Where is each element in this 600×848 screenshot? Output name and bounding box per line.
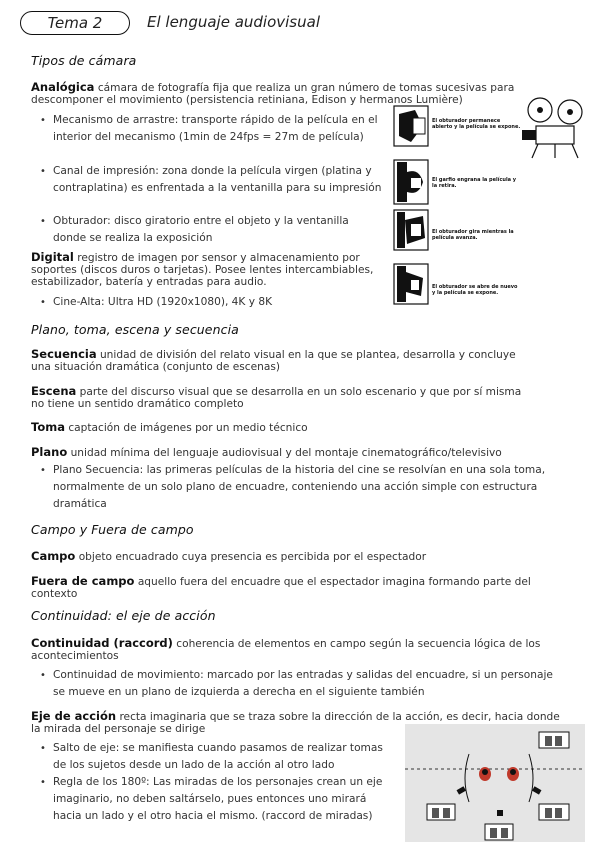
section-heading-plano: Plano, toma, escena y secuencia bbox=[31, 322, 239, 337]
toma-term: Toma bbox=[31, 420, 65, 434]
projector-illustration bbox=[518, 96, 590, 160]
analogica-paragraph bbox=[31, 81, 541, 106]
continuidad-desc: coherencia de elementos en campo según la secuencia lógica de los acontecimientos bbox=[31, 638, 541, 662]
tema-badge: Tema 2 bbox=[20, 11, 130, 35]
escena-paragraph bbox=[31, 385, 536, 410]
secuencia-paragraph bbox=[31, 348, 536, 373]
escena-term: Escena bbox=[31, 384, 77, 398]
digital-paragraph bbox=[31, 251, 387, 288]
toma-desc: captación de imágenes por un medio técnico bbox=[68, 422, 308, 434]
axis-diagram-svg bbox=[405, 724, 585, 842]
plano-desc: unidad mínima del lenguaje audiovisual y del montaje cinematográfico/televisivo bbox=[70, 447, 502, 459]
page-title: El lenguaje audiovisual bbox=[147, 13, 320, 31]
bullet-continuidad-movimiento: • Continuidad de movimiento: marcado por las entradas y salidas del encuadre, si un personaje se mueve en un plano de izquierda a derecha en el siguiente también bbox=[53, 667, 568, 701]
plano-paragraph bbox=[31, 446, 551, 459]
campo-term: Campo bbox=[31, 549, 76, 563]
shutter-frame-3 bbox=[393, 208, 429, 252]
bullet-plano-secuencia: • Plano Secuencia: las primeras películas de la historia del cine se resolvían en una sola toma, normalmente de un solo plano de encuadre, conteniendo una acción simple con estructura dramática bbox=[53, 462, 568, 513]
escena-desc: parte del discurso visual que se desarrolla en un solo escenario y que por sí misma no tiene un sentido dramático completo bbox=[31, 386, 522, 410]
axis-of-action-diagram bbox=[405, 724, 585, 842]
bullet-canal: • Canal de impresión: zona donde la película virgen (platina y contraplatina) es enfrentada a la ventanilla para su impresión bbox=[53, 163, 383, 197]
digital-desc: registro de imagen por sensor y almacenamiento por soportes (discos duros o tarjetas). Posee lentes intercambiables, estabilizador, batería y entradas para audio. bbox=[31, 252, 374, 288]
section-heading-campo: Campo y Fuera de campo bbox=[31, 522, 194, 537]
bullet-regla-180: • Regla de los 180º: Las miradas de los personajes crean un eje imaginario, no deben saltárselo, pues entonces uno mirará hacia un lado y el otro hacia el mismo. (raccord de miradas) bbox=[53, 774, 396, 825]
secuencia-desc: unidad de división del relato visual en la que se plantea, desarrolla y concluye una situación dramática (conjunto de escenas) bbox=[31, 349, 516, 373]
caption-3: El obturador gira mientras la película avanza. bbox=[432, 229, 514, 241]
shutter-frame-4 bbox=[393, 262, 429, 306]
plano-term: Plano bbox=[31, 445, 68, 459]
continuidad-term: Continuidad (raccord) bbox=[31, 636, 173, 650]
analogica-desc: cámara de fotografía fija que realiza un gran número de tomas sucesivas para descomponer el movimiento (persistencia retiniana, Edison y hermanos Lumière) bbox=[31, 82, 515, 106]
analogica-term: Analógica bbox=[31, 80, 95, 94]
section-heading-continuidad: Continuidad: el eje de acción bbox=[31, 608, 216, 623]
caption-1: El obturador permanece abierto y la película se expone. bbox=[432, 118, 521, 130]
secuencia-term: Secuencia bbox=[31, 347, 97, 361]
section-heading-tipos: Tipos de cámara bbox=[31, 53, 137, 68]
fuera-desc: aquello fuera del encuadre que el espectador imagina formando parte del contexto bbox=[31, 576, 531, 600]
fuera-paragraph bbox=[31, 575, 551, 600]
eje-desc: recta imaginaria que se traza sobre la dirección de la acción, es decir, hacia donde la mirada del personaje se dirige bbox=[31, 711, 560, 735]
bullet-salto-eje: • Salto de eje: se manifiesta cuando pasamos de realizar tomas de los sujetos desde un lado de la acción al otro lado bbox=[53, 740, 396, 774]
bullet-obturador: • Obturador: disco giratorio entre el objeto y la ventanilla donde se realiza la exposición bbox=[53, 213, 383, 247]
shutter-frame-2 bbox=[393, 158, 429, 206]
digital-term: Digital bbox=[31, 250, 74, 264]
campo-paragraph bbox=[31, 550, 551, 563]
campo-desc: objeto encuadrado cuya presencia es percibida por el espectador bbox=[78, 551, 427, 563]
toma-paragraph bbox=[31, 421, 536, 434]
caption-2: El garfio engrana la película y la retira. bbox=[432, 177, 517, 189]
shutter-frame-1 bbox=[393, 104, 429, 148]
eje-term: Eje de acción bbox=[31, 709, 117, 723]
bullet-arrastre: • Mecanismo de arrastre: transporte rápido de la película en el interior del mecanismo (1min de 24fps = 27m de película) bbox=[53, 112, 383, 146]
fuera-term: Fuera de campo bbox=[31, 574, 135, 588]
caption-4: El obturador se abre de nuevo y la película se expone. bbox=[432, 284, 518, 296]
bullet-cine-alta: • Cine-Alta: Ultra HD (1920x1080), 4K y 8K bbox=[53, 294, 383, 311]
continuidad-paragraph bbox=[31, 637, 556, 662]
